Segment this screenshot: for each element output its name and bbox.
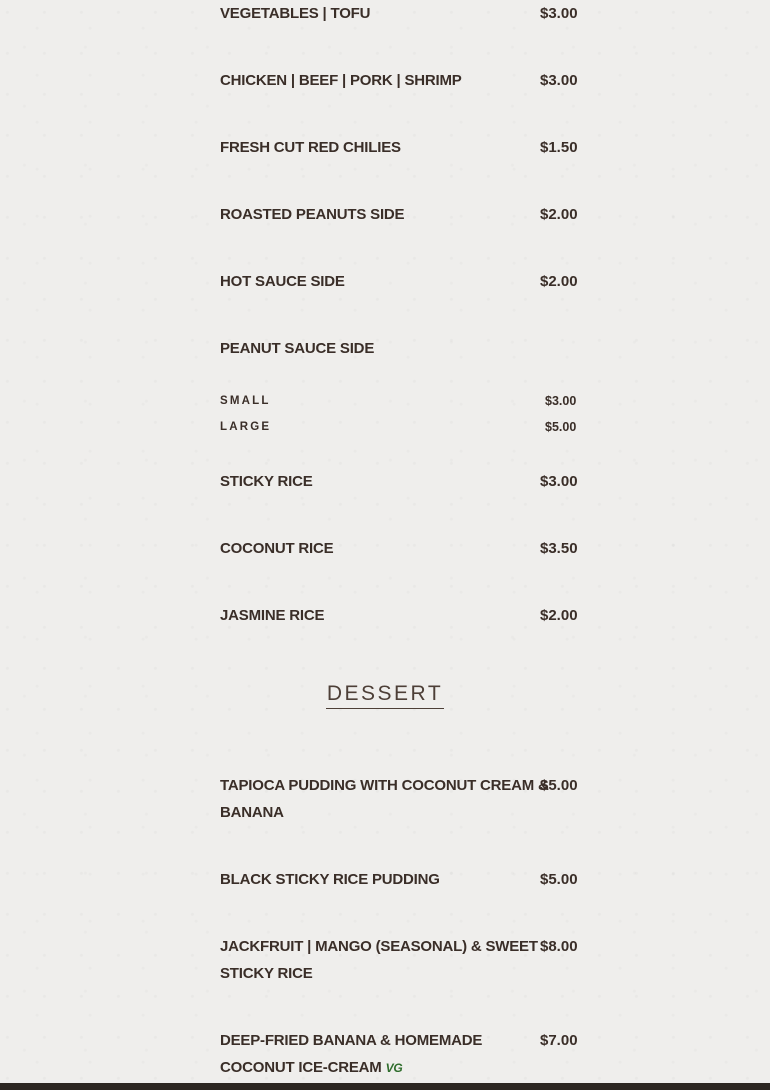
size-label-small: SMALL [220,395,271,407]
item-price: $3.50 [540,540,578,557]
item-name: TAPIOCA PUDDING WITH COCONUT CREAM & BANANA [220,777,549,821]
item-name: BLACK STICKY RICE PUDDING [220,871,440,888]
item-price: $3.00 [540,473,578,490]
bottom-bar [0,1083,770,1090]
item-price: $3.00 [540,72,578,89]
item-price: $7.00 [540,1032,578,1049]
size-price-small: $3.00 [545,394,577,408]
item-price: $5.00 [540,777,578,794]
item-price: $2.00 [540,273,578,290]
item-name: VEGETABLES | TOFU [220,5,371,22]
item-price: $8.00 [540,938,578,955]
section-heading-dessert [0,680,770,709]
item-price: $2.00 [540,206,578,223]
item-name: CHICKEN | BEEF | PORK | SHRIMP [220,72,462,89]
vegan-badge: VG [385,1061,403,1075]
size-price-large: $5.00 [545,420,577,434]
item-name: JASMINE RICE [220,607,325,624]
item-name: DEEP-FRIED BANANA & HOMEMADE COCONUT ICE-CREAM [220,1032,483,1076]
item-price: $5.00 [540,871,578,888]
item-name: ROASTED PEANUTS SIDE [220,206,405,223]
item-name: FRESH CUT RED CHILIES [220,139,401,156]
item-name: PEANUT SAUCE SIDE [220,340,375,357]
item-name: HOT SAUCE SIDE [220,273,345,290]
item-name: COCONUT RICE [220,540,334,557]
item-name: JACKFRUIT | MANGO (SEASONAL) & SWEET STICKY RICE [220,938,538,982]
section-title: DESSERT [326,680,444,709]
item-name-with-badge [220,1027,550,1082]
size-label-large: LARGE [220,421,272,433]
item-price: $2.00 [540,607,578,624]
item-name: STICKY RICE [220,473,313,490]
item-price: $3.00 [540,5,578,22]
item-price: $1.50 [540,139,578,156]
